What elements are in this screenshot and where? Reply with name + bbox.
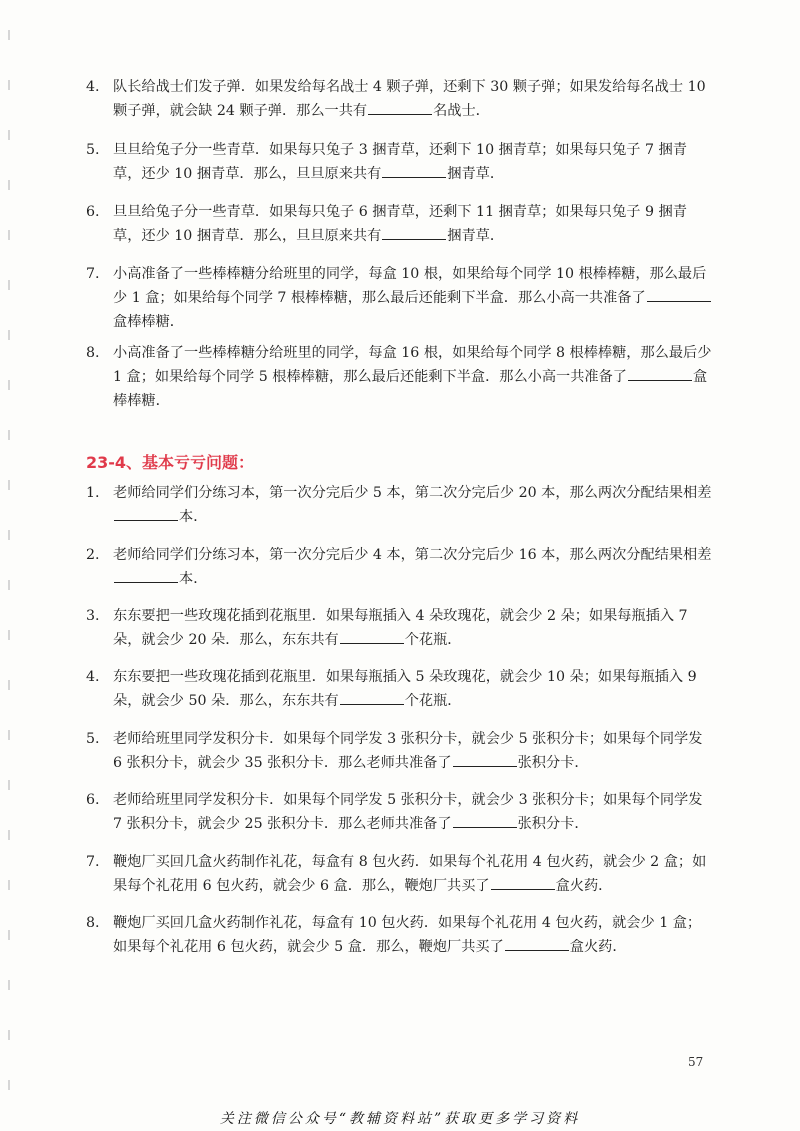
answer-blank[interactable] [505, 936, 569, 951]
problem-b1 [86, 481, 714, 529]
answer-blank[interactable] [491, 875, 555, 890]
problem-number: 7. [86, 266, 100, 282]
problem-b7 [86, 850, 714, 898]
answer-blank[interactable] [114, 506, 178, 521]
problem-unit: 张积分卡． [517, 816, 589, 832]
problem-unit: 本． [179, 509, 208, 525]
problem-unit: 盒火药． [555, 878, 613, 894]
answer-blank[interactable] [628, 366, 692, 381]
problem-number: 8. [86, 915, 100, 931]
problem-unit: 张积分卡． [517, 755, 589, 771]
problem-text: 旦旦给兔子分一些青草．如果每只兔子 3 捆青草，还剩下 10 捆青草；如果每只兔子 7 捆青草，还少 10 捆青草．那么，旦旦原来共有 [113, 142, 687, 182]
problem-a4 [86, 75, 714, 123]
problem-unit: 盒火药． [569, 939, 627, 955]
problem-unit: 盒棒棒糖． [113, 369, 708, 409]
problem-number: 7. [86, 854, 100, 870]
problem-a8 [86, 341, 714, 413]
problem-text: 老师给班里同学发积分卡．如果每个同学发 5 张积分卡，就会少 3 张积分卡；如果每个同学发 7 张积分卡，就会少 25 张积分卡．那么老师共准备了 [113, 792, 703, 832]
problem-text: 东东要把一些玫瑰花插到花瓶里．如果每瓶插入 4 朵玫瑰花，就会少 2 朵；如果每瓶插入 7 朵，就会少 20 朵．那么，东东共有 [113, 608, 688, 648]
problem-text: 小高准备了一些棒棒糖分给班里的同学，每盒 16 根，如果给每个同学 8 根棒棒糖，那么最后少 1 盒；如果给每个同学 5 根棒棒糖，那么最后还能剩下半盒．那么小高一共准备了 [113, 345, 712, 385]
answer-blank[interactable] [368, 100, 432, 115]
problem-number: 3. [86, 608, 100, 624]
problem-number: 8. [86, 345, 100, 361]
problem-text: 旦旦给兔子分一些青草．如果每只兔子 6 捆青草，还剩下 11 捆青草；如果每只兔子 9 捆青草，还少 10 捆青草．那么，旦旦原来共有 [113, 204, 687, 244]
problem-number: 6. [86, 792, 100, 808]
answer-blank[interactable] [340, 690, 404, 705]
problem-unit: 个花瓶． [404, 693, 462, 709]
problem-unit: 个花瓶． [404, 632, 462, 648]
answer-blank[interactable] [114, 568, 178, 583]
problem-text: 鞭炮厂买回几盒火药制作礼花，每盒有 10 包火药．如果每个礼花用 4 包火药，就会少 1 盒；如果每个礼花用 6 包火药，就会少 5 盒．那么，鞭炮厂共买了 [113, 915, 702, 955]
problem-number: 4. [86, 669, 100, 685]
problem-b4 [86, 665, 714, 713]
problem-number: 2. [86, 547, 100, 563]
footer-note: 关注微信公众号“教辅资料站”获取更多学习资料 [219, 1111, 581, 1127]
problem-number: 4. [86, 79, 100, 95]
problem-unit: 本． [179, 571, 208, 587]
problem-unit: 捆青草． [447, 166, 505, 182]
problem-text: 鞭炮厂买回几盒火药制作礼花，每盒有 8 包火药．如果每个礼花用 4 包火药，就会少 2 盒；如果每个礼花用 6 包火药，就会少 6 盒．那么，鞭炮厂共买了 [113, 854, 707, 894]
problem-b8 [86, 911, 714, 959]
problem-number: 5. [86, 731, 100, 747]
problem-text: 老师给同学们分练习本，第一次分完后少 5 本，第二次分完后少 20 本，那么两次分配结果相差 [113, 485, 712, 501]
answer-blank[interactable] [382, 225, 446, 240]
binding-margin [8, 30, 12, 1110]
problem-a5 [86, 138, 714, 186]
problem-unit: 名战士． [433, 103, 490, 119]
problem-b2 [86, 543, 714, 591]
problem-b3 [86, 604, 714, 652]
problem-text: 东东要把一些玫瑰花插到花瓶里．如果每瓶插入 5 朵玫瑰花，就会少 10 朵；如果每瓶插入 9 朵，就会少 50 朵．那么，东东共有 [113, 669, 697, 709]
problem-a7 [86, 262, 714, 334]
problem-unit: 捆青草． [447, 228, 505, 244]
problem-text: 老师给班里同学发积分卡．如果每个同学发 3 张积分卡，就会少 5 张积分卡；如果每个同学发 6 张积分卡，就会少 35 张积分卡．那么老师共准备了 [113, 731, 703, 771]
problem-a6 [86, 200, 714, 248]
problem-text: 队长给战士们发子弹．如果发给每名战士 4 颗子弹，还剩下 30 颗子弹；如果发给每名战士 10 颗子弹，就会缺 24 颗子弹．那么一共有 [113, 79, 706, 119]
problem-text: 小高准备了一些棒棒糖分给班里的同学，每盒 10 根，如果给每个同学 10 根棒棒糖，那么最后少 1 盒；如果给每个同学 7 根棒棒糖，那么最后还能剩下半盒．那么小高一共准备了 [113, 266, 707, 306]
answer-blank[interactable] [647, 287, 711, 302]
page-number: 57 [688, 1055, 704, 1069]
problem-number: 5. [86, 142, 100, 158]
problem-text: 老师给同学们分练习本，第一次分完后少 4 本，第二次分完后少 16 本，那么两次分配结果相差 [113, 547, 712, 563]
problem-b5 [86, 727, 714, 775]
answer-blank[interactable] [453, 752, 517, 767]
answer-blank[interactable] [340, 629, 404, 644]
problem-unit: 盒棒棒糖． [113, 314, 184, 330]
problem-number: 1. [86, 485, 100, 501]
answer-blank[interactable] [382, 163, 446, 178]
section-title: 23-4、基本亏亏问题： [86, 453, 255, 472]
problem-b6 [86, 788, 714, 836]
problem-number: 6. [86, 204, 100, 220]
answer-blank[interactable] [453, 813, 517, 828]
